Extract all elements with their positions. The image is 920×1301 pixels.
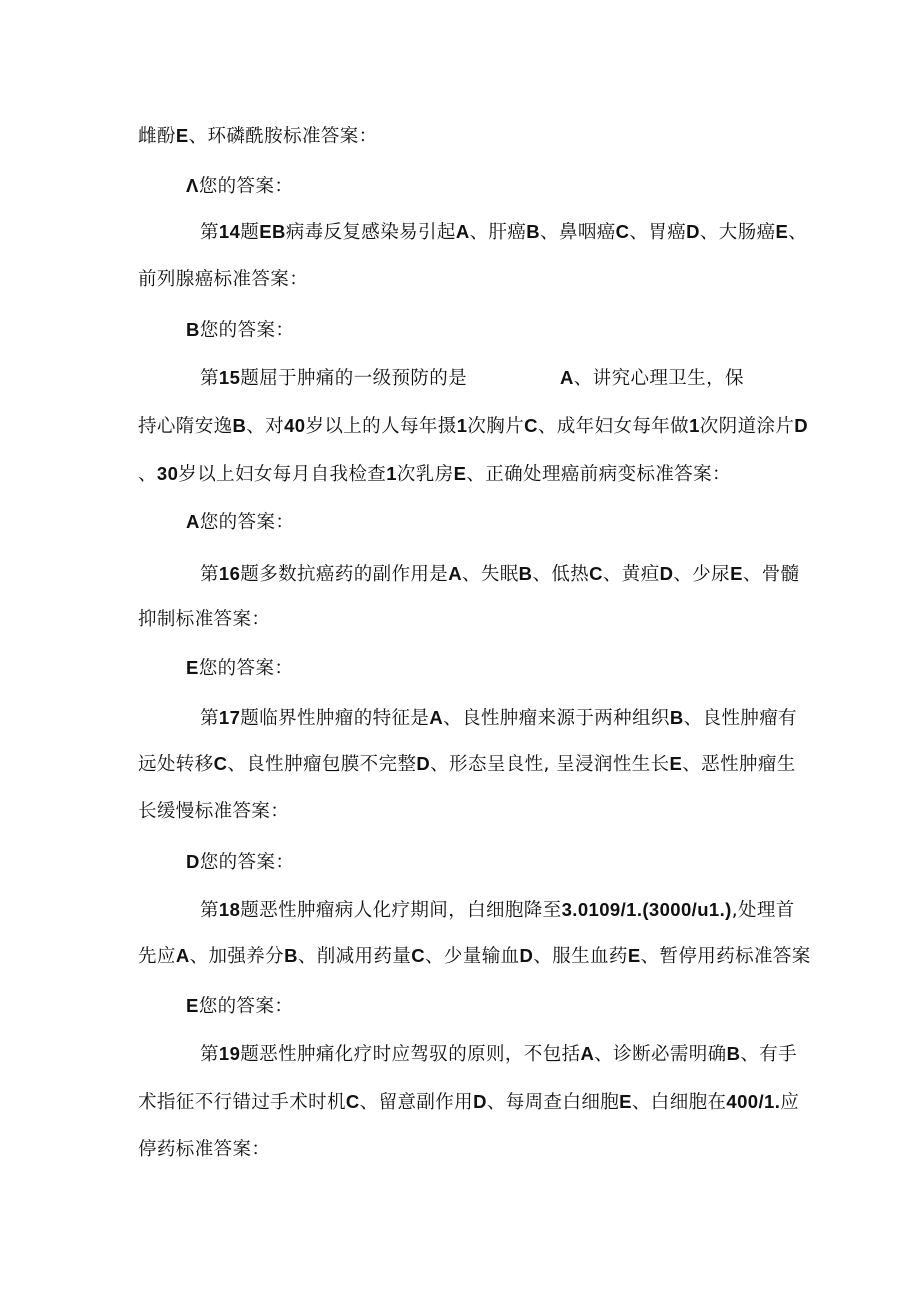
your-answer-line: E您的答案： [186, 995, 294, 1017]
question-14: 第14题EB病毒反复感染易引起A、肝癌B、鼻咽癌C、胃癌D、大肠癌E、 [200, 221, 808, 243]
text-line: 前列腺癌标准答案： [138, 269, 309, 290]
text-line: 、30岁以上妇女每月自我检查1次乳房E、正确处理癌前病变标准答案： [138, 463, 731, 485]
text-line: 长缓慢标准答案： [138, 801, 290, 822]
your-answer-line: D您的答案： [186, 851, 295, 873]
question-16: 第16题多数抗癌药的副作用是A、失眠B、低热C、黄疸D、少尿E、骨髓 [200, 563, 800, 585]
your-answer-line: E您的答案： [186, 657, 294, 679]
question-18: 第18题恶性肿瘤病人化疗期间，白细胞降至3.0109/1.(3000/u1.),处理首 [200, 899, 795, 921]
your-answer-line: A您的答案： [186, 511, 295, 533]
question-19: 第19题恶性肿痛化疗时应驾驭的原则，不包括A、诊断必需明确B、有手 [200, 1043, 798, 1065]
text-line: 抑制标准答案： [138, 609, 271, 630]
question-15: 第15题屈于肿痛的一级预防的是 [200, 367, 468, 389]
your-answer-line: Λ您的答案： [186, 175, 294, 197]
your-answer-line: B您的答案： [186, 319, 295, 341]
text-line: 远处转移C、良性肿瘤包膜不完整D、形态呈良性, 呈浸润性生长E、恶性肿瘤生 [138, 753, 796, 775]
question-15-option-a: A、讲究心理卫生，保 [560, 367, 744, 389]
text-line: 先应A、加强养分B、削减用药量C、少量输血D、服生血药E、暂停用药标准答案 [138, 945, 811, 967]
question-17: 第17题临界性肿瘤的特征是A、良性肿瘤来源于两种组织B、良性肿瘤有 [200, 707, 798, 729]
text-line: 停药标准答案： [138, 1139, 271, 1160]
text-line: 雌酚E、环磷酰胺标准答案： [138, 125, 378, 147]
text-line: 术指征不行错过手术时机C、留意副作用D、每周查白细胞E、白细胞在400/1.应 [138, 1091, 800, 1113]
text-line: 持心隋安逸B、对40岁以上的人每年摄1次胸片C、成年妇女每年做1次阴道涂片D [138, 415, 809, 437]
